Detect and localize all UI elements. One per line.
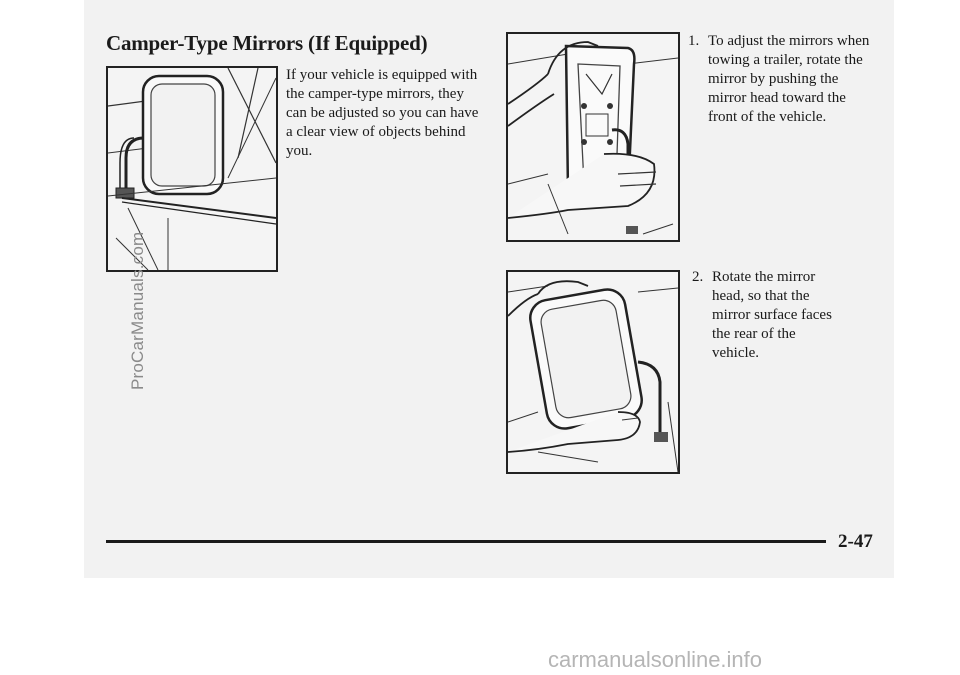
step-text: To adjust the mirrors when towing a trailer, rotate the mirror by pushing the mirror head toward the front of the vehicle. bbox=[708, 33, 870, 125]
step-number: 1. bbox=[688, 33, 700, 49]
mirror-push-forward-illustration bbox=[506, 32, 680, 242]
intro-paragraph: If your vehicle is equipped with the camper-type mirrors, they can be adjusted so you can have a clear view of objects behind you. bbox=[286, 67, 479, 159]
footer-rule bbox=[106, 540, 826, 543]
mirror-rotate-illustration bbox=[506, 270, 680, 474]
section-heading: Camper-Type Mirrors (If Equipped) bbox=[106, 31, 428, 55]
page-number: 2-47 bbox=[838, 531, 873, 552]
step-text: Rotate the mirror head, so that the mirror surface faces the rear of the vehicle. bbox=[712, 269, 832, 361]
step-number: 2. bbox=[692, 269, 704, 285]
side-watermark: ProCarManuals.com bbox=[128, 231, 147, 390]
footer-watermark: carmanualsonline.info bbox=[548, 647, 763, 672]
